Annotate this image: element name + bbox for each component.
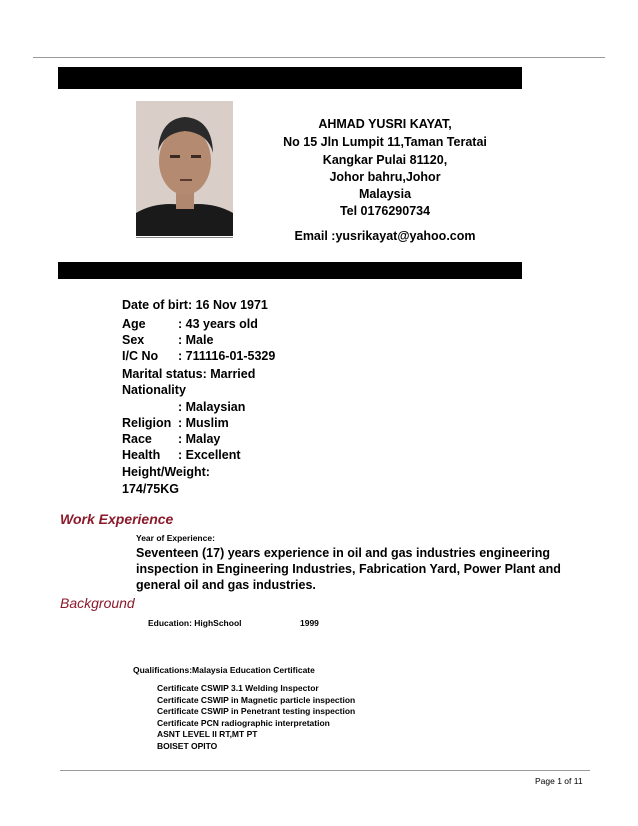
certificate-item: ASNT LEVEL II RT,MT PT: [157, 729, 258, 739]
top-rule: [33, 57, 605, 58]
education-year: 1999: [300, 618, 319, 628]
footer-rule: [60, 770, 590, 771]
candidate-name: AHMAD YUSRI KAYAT,: [318, 117, 452, 131]
age-label: Age: [122, 317, 146, 331]
religion-value: : Muslim: [178, 416, 229, 430]
address-line-3: Johor bahru,Johor: [329, 170, 441, 184]
sex-row: [122, 332, 213, 348]
nationality-label: Nationality: [122, 383, 186, 397]
background-heading: Background: [60, 595, 135, 611]
ic-value: : 711116-01-5329: [178, 349, 276, 363]
telephone: Tel 0176290734: [339, 204, 431, 218]
address-line-1: No 15 Jln Lumpit 11,Taman Teratai: [283, 135, 487, 149]
sex-value: : Male: [178, 333, 214, 347]
header-bar: [58, 67, 522, 89]
age-value: : 43 years old: [178, 317, 258, 331]
ic-label: I/C No: [122, 349, 159, 363]
ic-row: [122, 348, 275, 364]
year-of-experience-label: Year of Experience:: [136, 533, 215, 543]
nationality-value: : Malaysian: [178, 400, 246, 414]
certificate-list: [157, 683, 355, 752]
section-bar: [58, 262, 522, 279]
race-label: Race: [122, 432, 152, 446]
nationality-row: [122, 399, 245, 415]
health-row: [122, 447, 241, 463]
marital-status: Marital status: Married: [122, 367, 256, 381]
experience-summary: Seventeen (17) years experience in oil and gas industries engineering inspection in Engineering Industries, Fabrication Yard, Power Plant and general oil and gas industries.: [136, 546, 561, 592]
race-value: : Malay: [178, 432, 221, 446]
education: Education: HighSchool: [148, 618, 242, 628]
date-of-birth: Date of birt: 16 Nov 1971: [122, 298, 268, 312]
height-weight-value: 174/75KG: [122, 482, 179, 496]
email: Email :yusrikayat@yahoo.com: [294, 229, 476, 243]
certificate-item: Certificate CSWIP in Penetrant testing inspection: [157, 706, 356, 716]
certificate-item: BOISET OPITO: [157, 740, 218, 751]
sex-label: Sex: [122, 333, 145, 347]
page-number: Page 1 of 11: [535, 776, 583, 786]
age-row: [122, 316, 258, 332]
race-row: [122, 431, 220, 447]
certificate-item: Certificate CSWIP in Magnetic particle inspection: [157, 694, 356, 705]
photo-underline: [136, 237, 233, 238]
health-label: Health: [122, 448, 161, 462]
certificate-item: Certificate PCN radiographic interpretation: [157, 717, 330, 728]
work-experience-heading: Work Experience: [60, 511, 174, 527]
health-value: : Excellent: [178, 448, 241, 462]
certificate-item: Certificate CSWIP 3.1 Welding Inspector: [157, 683, 319, 693]
address-country: Malaysia: [358, 187, 412, 201]
profile-photo: [136, 101, 233, 236]
religion-row: [122, 415, 229, 431]
height-weight-label: Height/Weight:: [122, 465, 210, 479]
address-line-2: Kangkar Pulai 81120,: [322, 153, 448, 167]
qualifications: Qualifications:Malaysia Education Certificate: [133, 665, 315, 675]
religion-label: Religion: [122, 416, 172, 430]
